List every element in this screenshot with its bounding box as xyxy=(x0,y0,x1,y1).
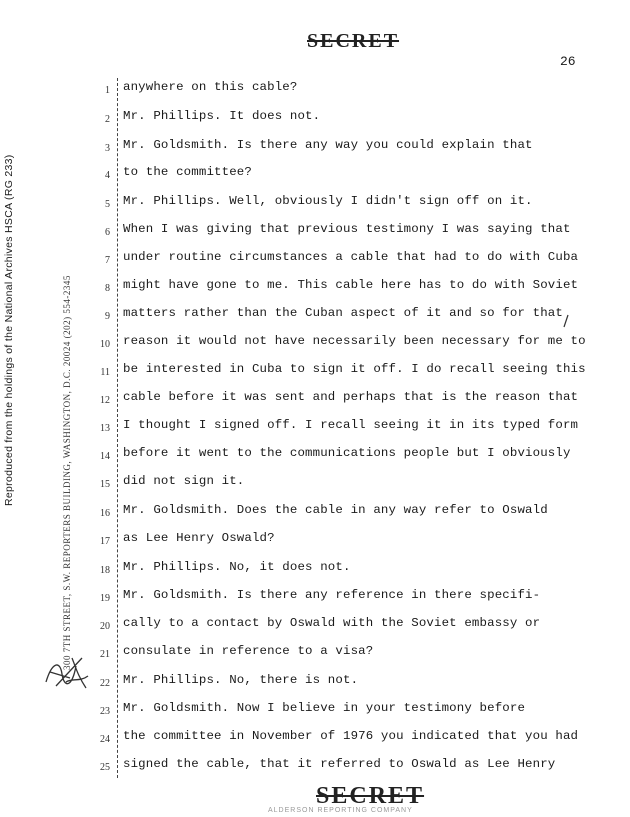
reporting-company-footer: ALDERSON REPORTING COMPANY xyxy=(268,807,413,814)
line-number: 13 xyxy=(100,423,110,434)
transcript-line: might have gone to me. This cable here has to do with Soviet xyxy=(123,278,579,292)
line-number: 4 xyxy=(105,170,110,181)
transcript-line: Mr. Phillips. No, it does not. xyxy=(123,560,351,574)
transcript-line: Mr. Phillips. No, there is not. xyxy=(123,673,359,687)
transcript-line: Mr. Goldsmith. Does the cable in any way refer to Oswald xyxy=(123,503,548,517)
line-number: 23 xyxy=(100,706,110,717)
transcript-line: Mr. Goldsmith. Is there any way you could explain that xyxy=(123,138,533,152)
line-number: 25 xyxy=(100,762,110,773)
line-number: 8 xyxy=(105,283,110,294)
transcript-line: When I was giving that previous testimony I was saying that xyxy=(123,222,571,236)
line-number: 11 xyxy=(100,367,110,378)
secret-stamp-bottom: SECRET xyxy=(316,783,425,809)
line-number: 19 xyxy=(100,593,110,604)
secret-stamp-top: SECRET xyxy=(307,30,400,52)
line-number: 15 xyxy=(100,479,110,490)
line-number: 3 xyxy=(105,143,110,154)
transcript-line: Mr. Goldsmith. Now I believe in your testimony before xyxy=(123,701,526,715)
line-number: 2 xyxy=(105,114,110,125)
line-number: 5 xyxy=(105,199,110,210)
page-number: 26 xyxy=(560,54,576,69)
transcript-line: signed the cable, that it referred to Oswald as Lee Henry xyxy=(123,757,556,771)
line-number: 24 xyxy=(100,734,110,745)
line-number: 22 xyxy=(100,678,110,689)
line-number: 10 xyxy=(100,339,110,350)
transcript-line: Mr. Phillips. Well, obviously I didn't sign off on it. xyxy=(123,194,533,208)
line-number: 21 xyxy=(100,649,110,660)
check-mark-icon xyxy=(562,313,572,329)
transcript-line: Mr. Goldsmith. Is there any reference in there specifi- xyxy=(123,588,541,602)
line-number: 6 xyxy=(105,227,110,238)
margin-rule xyxy=(117,78,118,778)
transcript-line: be interested in Cuba to sign it off. I do recall seeing this xyxy=(123,362,586,376)
line-number: 20 xyxy=(100,621,110,632)
transcript-line: did not sign it. xyxy=(123,474,245,488)
transcript-line: to the committee? xyxy=(123,165,252,179)
line-number: 12 xyxy=(100,395,110,406)
line-number: 18 xyxy=(100,565,110,576)
transcript-line: before it went to the communications people but I obviously xyxy=(123,446,571,460)
line-number: 16 xyxy=(100,508,110,519)
transcript-line: cally to a contact by Oswald with the Soviet embassy or xyxy=(123,616,541,630)
transcript-line: reason it would not have necessarily been necessary for me to xyxy=(123,334,586,348)
line-number: 7 xyxy=(105,255,110,266)
reporter-address: 300 7TH STREET, S.W. REPORTERS BUILDING, WASHINGTON, D.C. 20024 (202) 554-2345 xyxy=(62,275,72,670)
line-number: 17 xyxy=(100,536,110,547)
transcript-line: cable before it was sent and perhaps that is the reason that xyxy=(123,390,579,404)
line-number: 14 xyxy=(100,451,110,462)
transcript-line: as Lee Henry Oswald? xyxy=(123,531,275,545)
transcript-line: under routine circumstances a cable that had to do with Cuba xyxy=(123,250,579,264)
transcript-line: Mr. Phillips. It does not. xyxy=(123,109,321,123)
transcript-line: matters rather than the Cuban aspect of it and so for that xyxy=(123,306,563,320)
line-number: 1 xyxy=(105,85,110,96)
transcript-line: the committee in November of 1976 you indicated that you had xyxy=(123,729,579,743)
transcript-line: consulate in reference to a visa? xyxy=(123,644,374,658)
transcript-line: anywhere on this cable? xyxy=(123,80,298,94)
transcript-line: I thought I signed off. I recall seeing it in its typed form xyxy=(123,418,579,432)
archive-source-note: Reproduced from the holdings of the National Archives HSCA (RG 233) xyxy=(3,154,15,506)
handwritten-initials-icon xyxy=(42,652,92,692)
line-number: 9 xyxy=(105,311,110,322)
